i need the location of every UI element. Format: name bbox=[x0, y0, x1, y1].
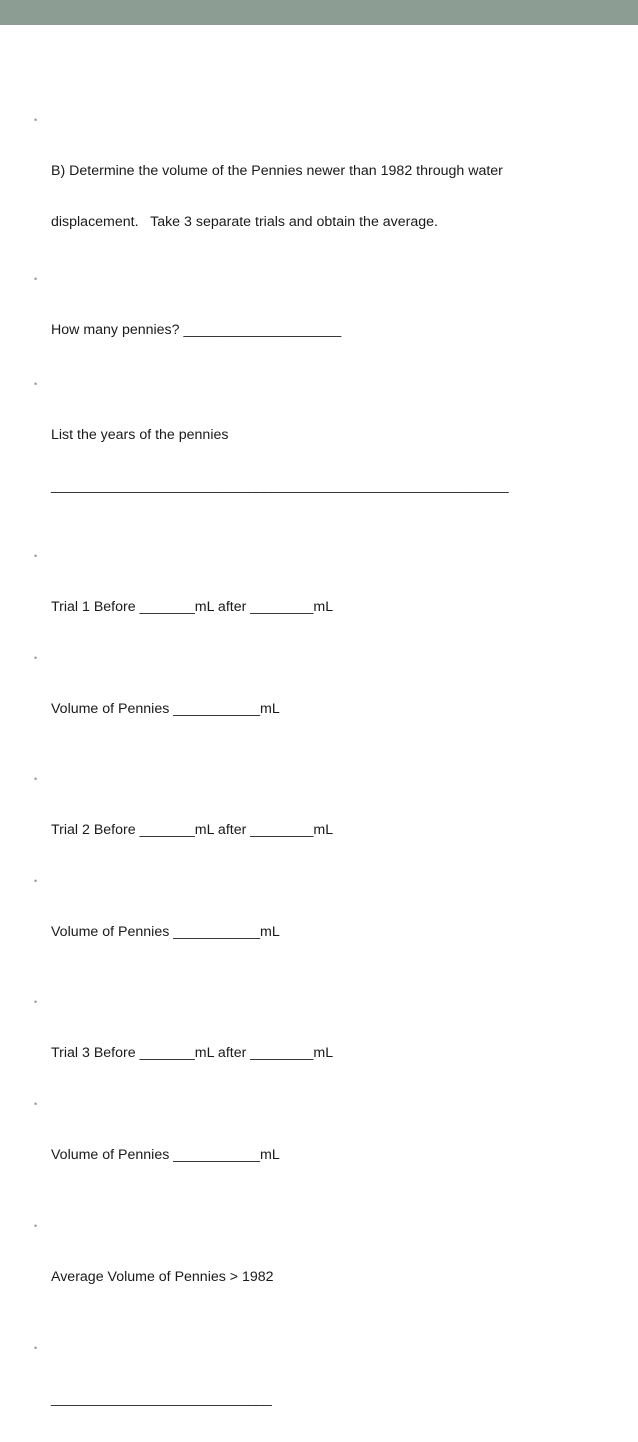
instruction-item bbox=[34, 112, 624, 265]
trial-2-text: Trial 2 Before _______mL after ________mL bbox=[51, 822, 334, 838]
bullet-icon: • bbox=[34, 551, 38, 561]
pennies-years-blank: __________________________________________________________ bbox=[51, 478, 509, 494]
pennies-count-text: How many pennies? ____________________ bbox=[51, 322, 342, 338]
instruction-line-2: displacement. Take 3 separate trials and obtain the average. bbox=[51, 214, 438, 230]
average-text: Average Volume of Pennies > 1982 bbox=[51, 1269, 274, 1285]
bullet-icon: • bbox=[34, 274, 38, 284]
bullet-icon: • bbox=[34, 653, 38, 663]
bullet-icon: • bbox=[34, 115, 38, 125]
volume-2-item bbox=[34, 873, 624, 975]
volume-3-item bbox=[34, 1096, 624, 1198]
instruction-line-1: B) Determine the volume of the Pennies newer than 1982 through water bbox=[51, 163, 503, 179]
pennies-years-item bbox=[34, 376, 624, 529]
bullet-icon: • bbox=[34, 774, 38, 784]
pennies-years-label: List the years of the pennies bbox=[51, 427, 229, 443]
bullet-icon: • bbox=[34, 1343, 38, 1353]
bullet-icon: • bbox=[34, 1099, 38, 1109]
trial-1-item bbox=[34, 548, 624, 650]
bullet-icon: • bbox=[34, 379, 38, 389]
answer-blank-item bbox=[34, 1340, 624, 1442]
trial-1-text: Trial 1 Before _______mL after ________mL bbox=[51, 599, 334, 615]
bullet-icon: • bbox=[34, 997, 38, 1007]
answer-blank-text: ____________________________ bbox=[51, 1391, 272, 1407]
bullet-icon: • bbox=[34, 1221, 38, 1231]
average-item bbox=[34, 1218, 624, 1320]
volume-1-item bbox=[34, 650, 624, 752]
header-bar bbox=[0, 0, 638, 25]
bullet-list bbox=[34, 112, 624, 1442]
trial-2-item bbox=[34, 771, 624, 873]
trial-3-text: Trial 3 Before _______mL after ________mL bbox=[51, 1045, 334, 1061]
volume-3-text: Volume of Pennies ___________mL bbox=[51, 1147, 280, 1163]
pennies-count-item bbox=[34, 271, 624, 373]
volume-1-text: Volume of Pennies ___________mL bbox=[51, 701, 280, 717]
bullet-icon: • bbox=[34, 876, 38, 886]
trial-3-item bbox=[34, 994, 624, 1096]
volume-2-text: Volume of Pennies ___________mL bbox=[51, 924, 280, 940]
